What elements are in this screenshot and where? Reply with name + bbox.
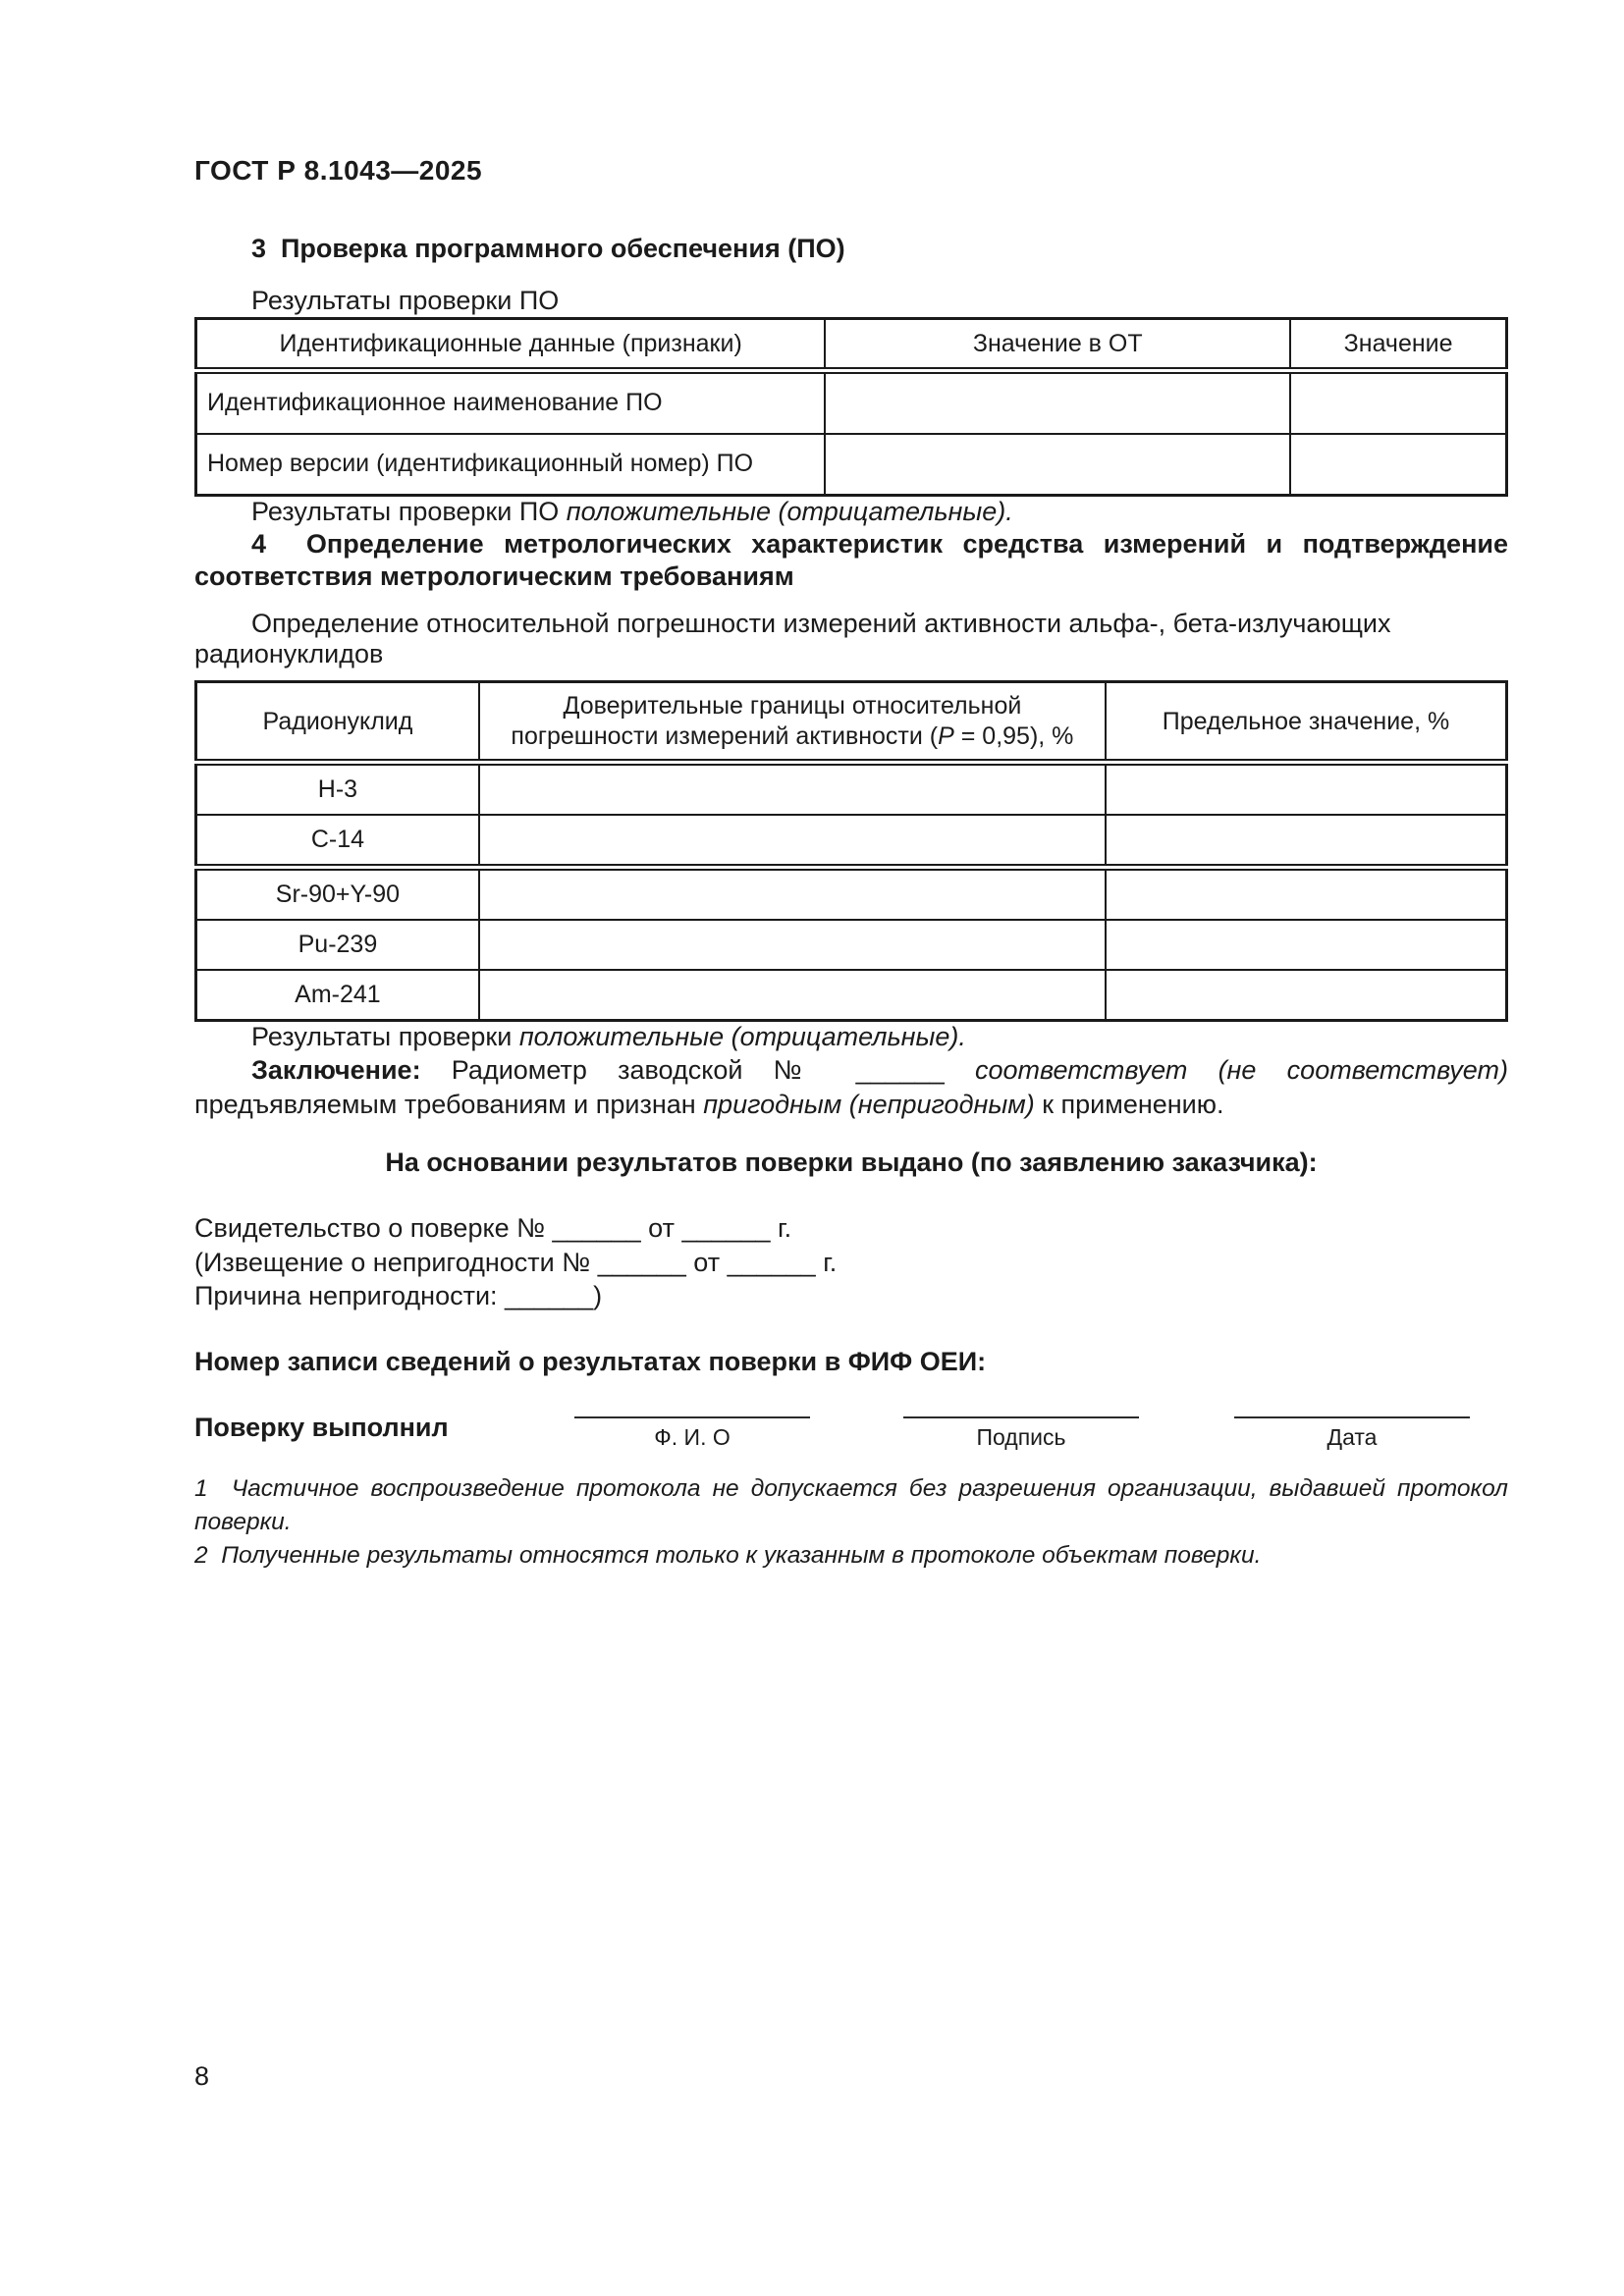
empty-cell	[825, 370, 1290, 434]
empty-cell	[479, 868, 1106, 921]
column-header-limit-value: Предельное значение, %	[1106, 682, 1507, 763]
table-row	[196, 815, 1507, 868]
empty-cell	[1106, 815, 1507, 868]
empty-cell	[479, 815, 1106, 868]
software-id-table	[194, 317, 1508, 497]
row-label-software-name: Идентификационное наименование ПО	[196, 370, 826, 434]
empty-cell	[1290, 434, 1506, 496]
radionuclide-am241: Am-241	[196, 970, 479, 1021]
unsuitability-reason-line: Причина непригодности: ______)	[194, 1281, 603, 1311]
error-table-header-row	[196, 682, 1507, 763]
table-row	[196, 970, 1507, 1021]
issued-heading: На основании результатов поверки выдано (по заявлению заказчика):	[385, 1148, 1318, 1178]
footnote: 2 Полученные результаты относятся только к указанным в протоколе объектам поверки.	[194, 1541, 1262, 1569]
table-row	[196, 763, 1507, 816]
section-4-intro: Определение относительной погрешности измерений активности альфа-, бета-излучающих радионуклидов	[194, 608, 1391, 669]
radionuclide-pu239: Pu-239	[196, 920, 479, 970]
standard-code: ГОСТ Р 8.1043—2025	[194, 155, 483, 186]
signature-block-name	[574, 1391, 810, 1451]
section-3-intro: Результаты проверки ПО	[251, 286, 560, 315]
empty-cell	[1106, 868, 1507, 921]
table-row	[196, 370, 1507, 434]
performed-by-label: Поверку выполнил	[194, 1413, 449, 1442]
empty-cell	[479, 970, 1106, 1021]
conclusion-paragraph: Заключение: Радиометр заводской № ______ соответствует (не соответствует) предъявляемым требованиям и признан пригодным (непригодным) к применению.	[194, 1055, 1508, 1120]
signature-block-signature	[903, 1391, 1139, 1451]
error-measurement-table	[194, 680, 1508, 1022]
table-row	[196, 868, 1507, 921]
signature-blank-line	[574, 1391, 810, 1418]
row-label-software-version: Номер версии (идентификационный номер) ПО	[196, 434, 826, 496]
column-header-identification-data: Идентификационные данные (признаки)	[196, 318, 826, 370]
empty-cell	[1106, 970, 1507, 1021]
footnote: 1 Частичное воспроизведение протокола не допускается без разрешения организации, выдавшей протокол поверки.	[194, 1475, 1508, 1535]
signature-blank-line	[903, 1391, 1139, 1418]
signature-block-date	[1234, 1391, 1470, 1451]
column-header-radionuclide: Радионуклид	[196, 682, 479, 763]
radionuclide-h3: H-3	[196, 763, 479, 816]
page-number: 8	[194, 2061, 210, 2091]
empty-cell	[1290, 370, 1506, 434]
empty-cell	[825, 434, 1290, 496]
radionuclide-c14: C-14	[196, 815, 479, 868]
section-4-heading: 4 Определение метрологических характеристик средства измерений и подтверждение соответствия метрологическим требованиям	[194, 528, 1508, 591]
empty-cell	[479, 763, 1106, 816]
unsuitability-notice-line: (Извещение о непригодности № ______ от ______ г.	[194, 1247, 838, 1277]
section-4-result-line: Результаты проверки положительные (отрицательные).	[251, 1022, 966, 1052]
empty-cell	[479, 920, 1106, 970]
table-row	[196, 920, 1507, 970]
signature-caption-signature: Подпись	[976, 1424, 1066, 1450]
table-row	[196, 434, 1507, 496]
software-id-table-header-row	[196, 318, 1507, 370]
certificate-line: Свидетельство о поверке № ______ от ______ г.	[194, 1213, 792, 1244]
column-header-confidence-limits: Доверительные границы относительной погрешности измерений активности (P = 0,95), %	[479, 682, 1106, 763]
section-3-result-line: Результаты проверки ПО положительные (отрицательные).	[251, 496, 1013, 526]
section-3-heading: 3 Проверка программного обеспечения (ПО)	[251, 234, 845, 263]
signature-blank-line	[1234, 1391, 1470, 1418]
empty-cell	[1106, 763, 1507, 816]
empty-cell	[1106, 920, 1507, 970]
signature-caption-name: Ф. И. О	[654, 1424, 731, 1450]
signature-caption-date: Дата	[1326, 1424, 1378, 1450]
column-header-value: Значение	[1290, 318, 1506, 370]
signature-row	[194, 1391, 1508, 1451]
column-header-value-in-ot: Значение в ОТ	[825, 318, 1290, 370]
fif-record-line: Номер записи сведений о результатах поверки в ФИФ ОЕИ:	[194, 1347, 987, 1376]
radionuclide-sr90-y90: Sr-90+Y-90	[196, 868, 479, 921]
